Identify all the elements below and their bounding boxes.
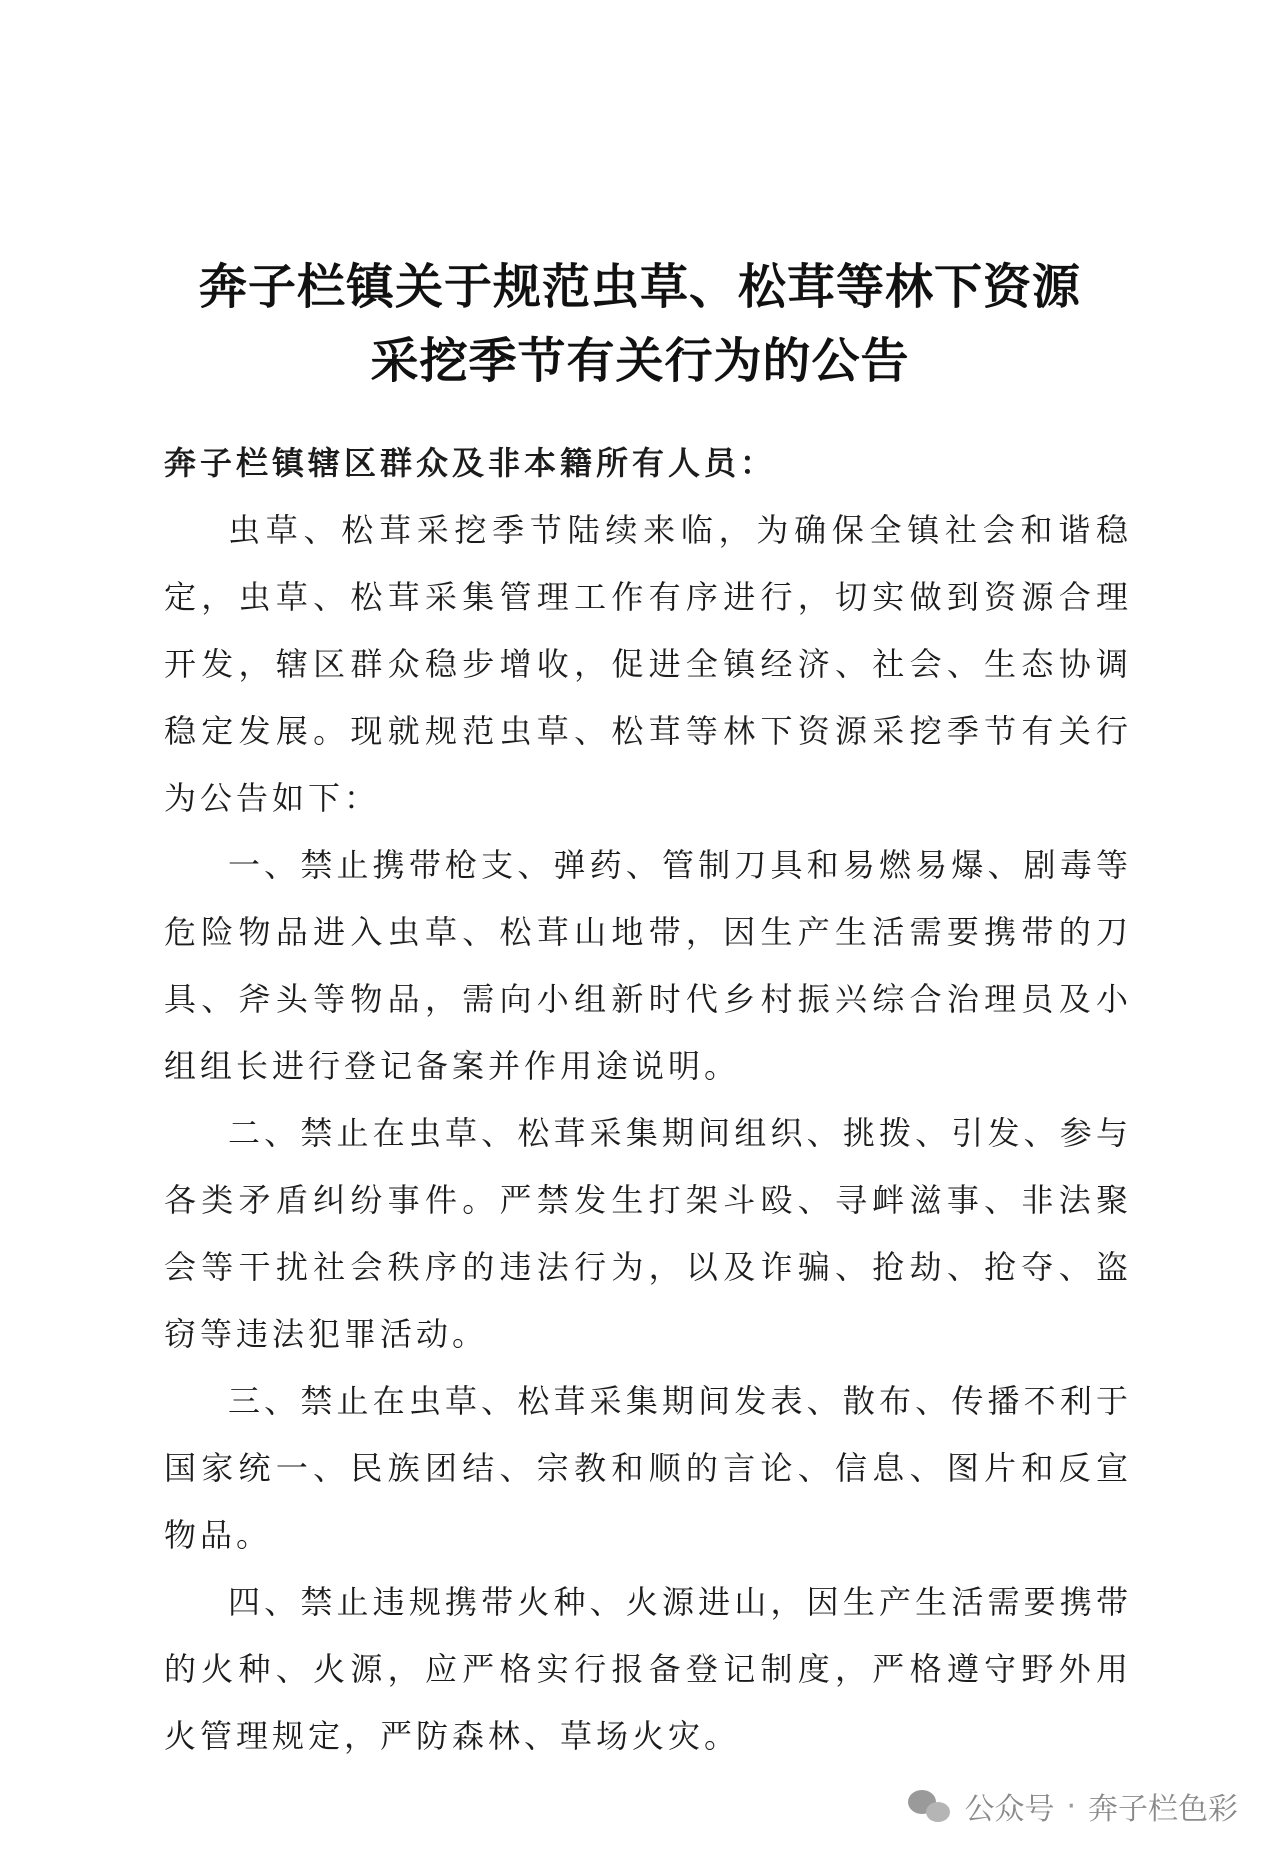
notice-body xyxy=(164,430,1132,1770)
paragraph-item-1: 一、禁止携带枪支、弹药、管制刀具和易燃易爆、剧毒等危险物品进入虫草、松茸山地带，因生产生活需要携带的刀具、斧头等物品，需向小组新时代乡村振兴综合治理员及小组组长进行登记备案并作用途说明。 xyxy=(164,846,1132,1085)
paragraph-intro: 虫草、松茸采挖季节陆续来临，为确保全镇社会和谐稳定，虫草、松茸采集管理工作有序进行，切实做到资源合理开发，辖区群众稳步增收，促进全镇经济、社会、生态协调稳定发展。现就规范虫草、松茸等林下资源采挖季节有关行为公告如下： xyxy=(164,511,1132,817)
paragraph-item-4: 四、禁止违规携带火种、火源进山，因生产生活需要携带的火种、火源，应严格实行报备登记制度，严格遵守野外用火管理规定，严防森林、草场火灾。 xyxy=(164,1583,1132,1755)
watermark-account: 奔子栏色彩 xyxy=(1088,1792,1238,1827)
title-line-2: 采挖季节有关行为的公告 xyxy=(370,333,910,390)
salutation: 奔子栏镇辖区群众及非本籍所有人员： xyxy=(164,444,777,482)
paragraph-item-3: 三、禁止在虫草、松茸采集期间发表、散布、传播不利于国家统一、民族团结、宗教和顺的言论、信息、图片和反宣物品。 xyxy=(164,1382,1132,1554)
wechat-icon xyxy=(908,1788,952,1824)
watermark xyxy=(908,1782,1238,1830)
watermark-separator: · xyxy=(1066,1788,1076,1824)
paragraph-item-2: 二、禁止在虫草、松茸采集期间组织、挑拨、引发、参与各类矛盾纠纷事件。严禁发生打架斗殴、寻衅滋事、非法聚会等干扰社会秩序的违法行为，以及诈骗、抢劫、抢夺、盗窃等违法犯罪活动。 xyxy=(164,1114,1132,1353)
title-line-1: 奔子栏镇关于规范虫草、松茸等林下资源 xyxy=(198,259,1081,316)
watermark-platform: 公众号 xyxy=(964,1792,1055,1827)
notice-title xyxy=(0,250,1280,398)
